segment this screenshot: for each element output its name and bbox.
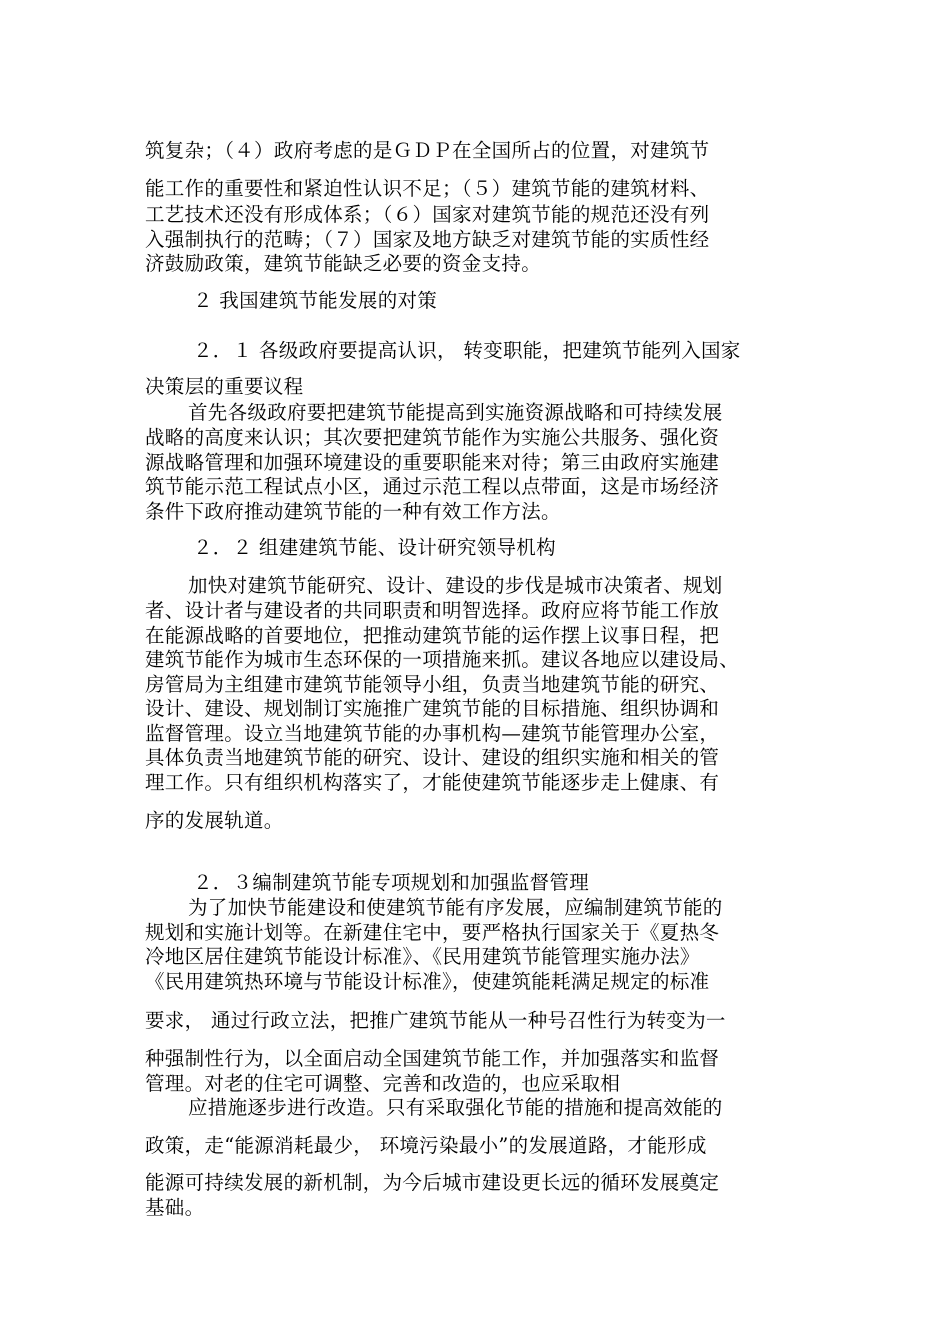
- text-line: 政策，走“能源消耗最少， 环境污染最小”的发展道路，才能形成: [145, 1134, 707, 1157]
- text-line: 设计、建设、规划制订实施推广建筑节能的目标措施、组织协调和: [145, 697, 720, 720]
- text-line: 基础。: [145, 1196, 205, 1219]
- text-line: 管理。对老的住宅可调整、完善和改造的，也应采取相: [145, 1072, 621, 1095]
- text-line: 理工作。只有组织机构落实了，才能使建筑节能逐步走上健康、有: [145, 771, 720, 794]
- text-line: 建筑节能作为城市生态环保的一项措施来抓。建议各地应以建设局、: [145, 648, 740, 671]
- subsection-heading: ２．２ 组建建筑节能、设计研究领导机构: [193, 536, 556, 559]
- text-line: 济鼓励政策，建筑节能缺乏必要的资金支持。: [145, 252, 542, 275]
- text-line: 战略的高度来认识；其次要把建筑节能作为实施公共服务、强化资: [145, 426, 720, 449]
- text-line: 筑节能示范工程试点小区，通过示范工程以点带面，这是市场经济: [145, 475, 720, 498]
- text-line: 房管局为主组建市建筑节能领导小组，负责当地建筑节能的研究、: [145, 673, 720, 696]
- text-line: 者、设计者与建设者的共同职责和明智选择。政府应将节能工作放: [145, 599, 720, 622]
- subsection-heading: ２．３编制建筑节能专项规划和加强监督管理: [193, 871, 590, 894]
- text-line: 序的发展轨道。: [145, 809, 284, 832]
- text-line: 规划和实施计划等。在新建住宅中，要严格执行国家关于《夏热冬: [145, 921, 720, 944]
- text-line: 《民用建筑热环境与节能设计标准》，使建筑能耗满足规定的标准: [145, 970, 710, 993]
- text-line: 入强制执行的范畴；（７）国家及地方缺乏对建筑节能的实质性经: [145, 228, 710, 251]
- text-line: 筑复杂；（４）政府考虑的是ＧＤＰ在全国所占的位置，对建筑节: [145, 139, 710, 162]
- text-line: 工艺技术还没有形成体系；（６）国家对建筑节能的规范还没有列: [145, 203, 710, 226]
- text-line: 加快对建筑节能研究、设计、建设的步伐是城市决策者、规划: [188, 574, 723, 597]
- text-line: 为了加快节能建设和使建筑节能有序发展，应编制建筑节能的: [188, 896, 723, 919]
- text-line: 在能源战略的首要地位，把推动建筑节能的运作摆上议事日程，把: [145, 624, 720, 647]
- text-line: 具体负责当地建筑节能的研究、设计、建设的组织实施和相关的管: [145, 746, 720, 769]
- text-line: 能工作的重要性和紧迫性认识不足；（５）建筑节能的建筑材料、: [145, 177, 710, 200]
- text-line: 冷地区居住建筑节能设计标准》、《民用建筑节能管理实施办法》: [145, 945, 700, 968]
- text-line: 首先各级政府要把建筑节能提高到实施资源战略和可持续发展: [188, 401, 723, 424]
- subsection-heading: ２．１ 各级政府要提高认识， 转变职能，把建筑节能列入国家: [193, 339, 741, 362]
- text-line: 能源可持续发展的新机制，为今后城市建设更长远的循环发展奠定: [145, 1171, 720, 1194]
- text-line: 源战略管理和加强环境建设的重要职能来对待；第三由政府实施建: [145, 451, 720, 474]
- section-heading: ２ 我国建筑节能发展的对策: [193, 289, 438, 312]
- text-line: 条件下政府推动建筑节能的一种有效工作方法。: [145, 500, 561, 523]
- text-line: 要求， 通过行政立法，把推广建筑节能从一种号召性行为转变为一: [145, 1009, 726, 1032]
- text-line: 应措施逐步进行改造。只有采取强化节能的措施和提高效能的: [188, 1096, 723, 1119]
- text-line: 种强制性行为，以全面启动全国建筑节能工作，并加强落实和监督: [145, 1047, 720, 1070]
- subsection-heading: 决策层的重要议程: [145, 375, 304, 398]
- text-line: 监督管理。设立当地建筑节能的办事机构—建筑节能管理办公室，: [145, 722, 720, 745]
